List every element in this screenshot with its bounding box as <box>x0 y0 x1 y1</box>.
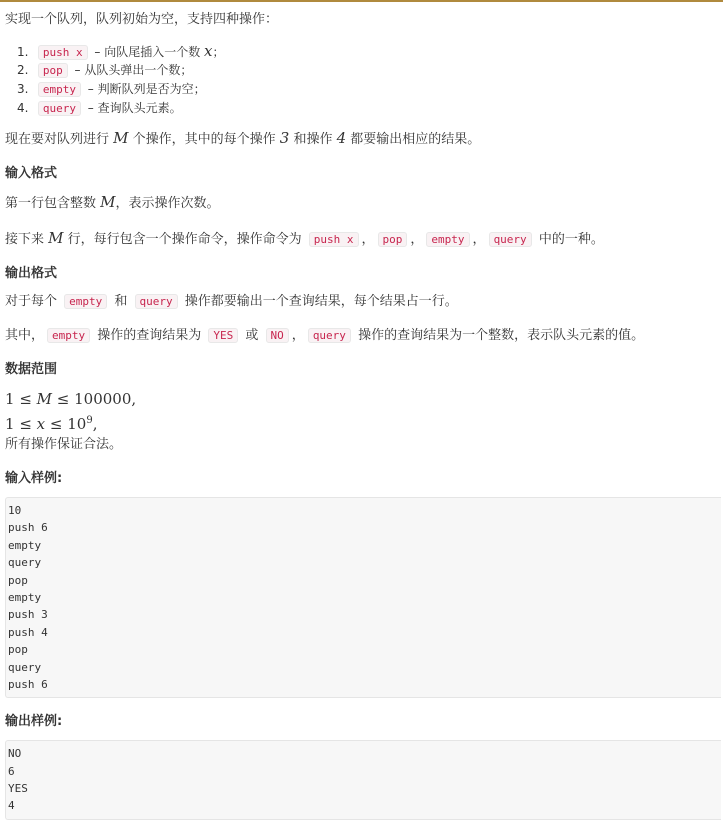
text-fragment: 现在要对队列进行 <box>5 132 114 147</box>
math-number: 4 <box>336 129 347 147</box>
data-range-heading: 数据范围 <box>5 362 58 377</box>
input-format-line1 <box>5 192 721 214</box>
text-fragment: 操作的查询结果为一个整数，表示队头元素的值。 <box>353 328 645 343</box>
math-number: 10 <box>67 415 87 433</box>
list-item-text-end: ； <box>212 45 225 59</box>
text-fragment: 对于每个 <box>5 294 62 309</box>
math-number: 1 <box>5 415 15 433</box>
math-punct: , <box>92 415 98 433</box>
sample-input-line: push 6 <box>8 521 48 535</box>
text-fragment: 操作的查询结果为 <box>93 328 206 343</box>
code-push-x: push x <box>38 45 88 60</box>
sample-output-line: 4 <box>8 799 15 813</box>
text-fragment: 行，每行包含一个操作命令，操作命令为 <box>63 232 306 247</box>
top-accent-bar <box>0 0 723 2</box>
output-format-line2 <box>5 326 721 346</box>
math-number: 100000 <box>74 390 132 408</box>
code-yes: YES <box>208 328 238 343</box>
input-format-line2 <box>5 228 721 250</box>
intro-text: 实现一个队列，队列初始为空，支持四种操作： <box>5 12 279 27</box>
text-fragment: 其中， <box>5 328 45 343</box>
math-var-m: M <box>100 193 116 211</box>
code-query: query <box>135 294 178 309</box>
list-item <box>17 80 721 99</box>
list-number: 3. <box>17 82 29 96</box>
sample-input-line: query <box>8 556 42 570</box>
text-fragment: 中的一种。 <box>534 232 604 247</box>
range-line-m <box>5 388 721 410</box>
sample-output-line: 6 <box>8 764 15 778</box>
text-fragment: ， <box>291 328 305 343</box>
list-item-text: – 查询队头元素。 <box>83 101 182 115</box>
text-fragment: 或 <box>241 328 263 343</box>
sample-input-line: push 3 <box>8 608 48 622</box>
code-empty: empty <box>64 294 107 309</box>
math-punct: , <box>131 390 137 408</box>
code-query: query <box>38 101 81 116</box>
math-number: 1 <box>5 390 15 408</box>
code-empty: empty <box>38 82 81 97</box>
math-var-m: M <box>113 129 129 147</box>
math-operator: ≤ <box>14 415 37 433</box>
problem-statement <box>5 10 721 820</box>
sample-input-line: pop <box>8 643 28 657</box>
sample-input-line: empty <box>8 590 42 604</box>
list-item-text: – 向队尾插入一个数 <box>90 45 205 59</box>
range-line-x <box>5 410 721 435</box>
output-format-line1 <box>5 292 721 312</box>
text-fragment: 操作都要输出一个查询结果，每个结果占一行。 <box>180 294 458 309</box>
sample-input-line: 10 <box>8 504 22 517</box>
text-fragment: ，表示操作次数。 <box>115 196 220 211</box>
output-format-heading: 输出格式 <box>5 266 58 281</box>
sample-output-block <box>5 740 721 820</box>
code-push-x: push x <box>309 232 359 247</box>
sample-input-heading: 输入样例: <box>5 471 63 486</box>
operations-list <box>5 42 721 118</box>
list-item <box>17 61 721 80</box>
code-pop: pop <box>38 63 68 78</box>
code-query: query <box>308 328 351 343</box>
list-item-text: – 从队头弹出一个数； <box>70 63 193 77</box>
code-query: query <box>489 232 532 247</box>
list-number: 1. <box>17 45 29 59</box>
range-note: 所有操作保证合法。 <box>5 437 123 452</box>
sample-input-line: query <box>8 660 42 674</box>
math-operator: ≤ <box>14 390 37 408</box>
text-fragment: ， <box>472 232 486 247</box>
sample-output-heading: 输出样例: <box>5 714 63 730</box>
text-fragment: 都要输出相应的结果。 <box>346 132 481 147</box>
text-fragment: 个操作，其中的每个操作 <box>128 132 280 147</box>
sample-input-line: push 4 <box>8 625 48 639</box>
task-description <box>5 128 721 150</box>
code-pop: pop <box>378 232 408 247</box>
code-empty: empty <box>426 232 469 247</box>
sample-input-line: push 6 <box>8 677 48 691</box>
math-var-m: M <box>36 390 53 408</box>
text-fragment: 第一行包含整数 <box>5 196 101 211</box>
math-operator: ≤ <box>52 390 75 408</box>
text-fragment: 和操作 <box>289 132 337 147</box>
math-var-x: x <box>36 415 46 433</box>
list-item <box>17 42 721 61</box>
list-item <box>17 99 721 118</box>
math-operator: ≤ <box>45 415 68 433</box>
list-number: 2. <box>17 63 29 77</box>
math-var-m: M <box>48 229 64 247</box>
text-fragment: ， <box>361 232 375 247</box>
sample-output-line: NO <box>8 747 22 761</box>
math-var-x: x <box>204 42 213 60</box>
code-empty: empty <box>47 328 90 343</box>
sample-input-line: pop <box>8 573 28 587</box>
sample-output-line: YES <box>8 782 28 796</box>
sample-input-line: empty <box>8 538 42 552</box>
input-format-heading: 输入格式 <box>5 166 58 181</box>
math-exponent: 9 <box>86 415 93 426</box>
code-no: NO <box>266 328 289 343</box>
list-item-text: – 判断队列是否为空； <box>83 82 206 96</box>
list-number: 4. <box>17 101 29 115</box>
text-fragment: 和 <box>110 294 132 309</box>
sample-input-block <box>5 497 721 698</box>
text-fragment: ， <box>410 232 424 247</box>
math-number: 3 <box>279 129 290 147</box>
text-fragment: 接下来 <box>5 232 49 247</box>
